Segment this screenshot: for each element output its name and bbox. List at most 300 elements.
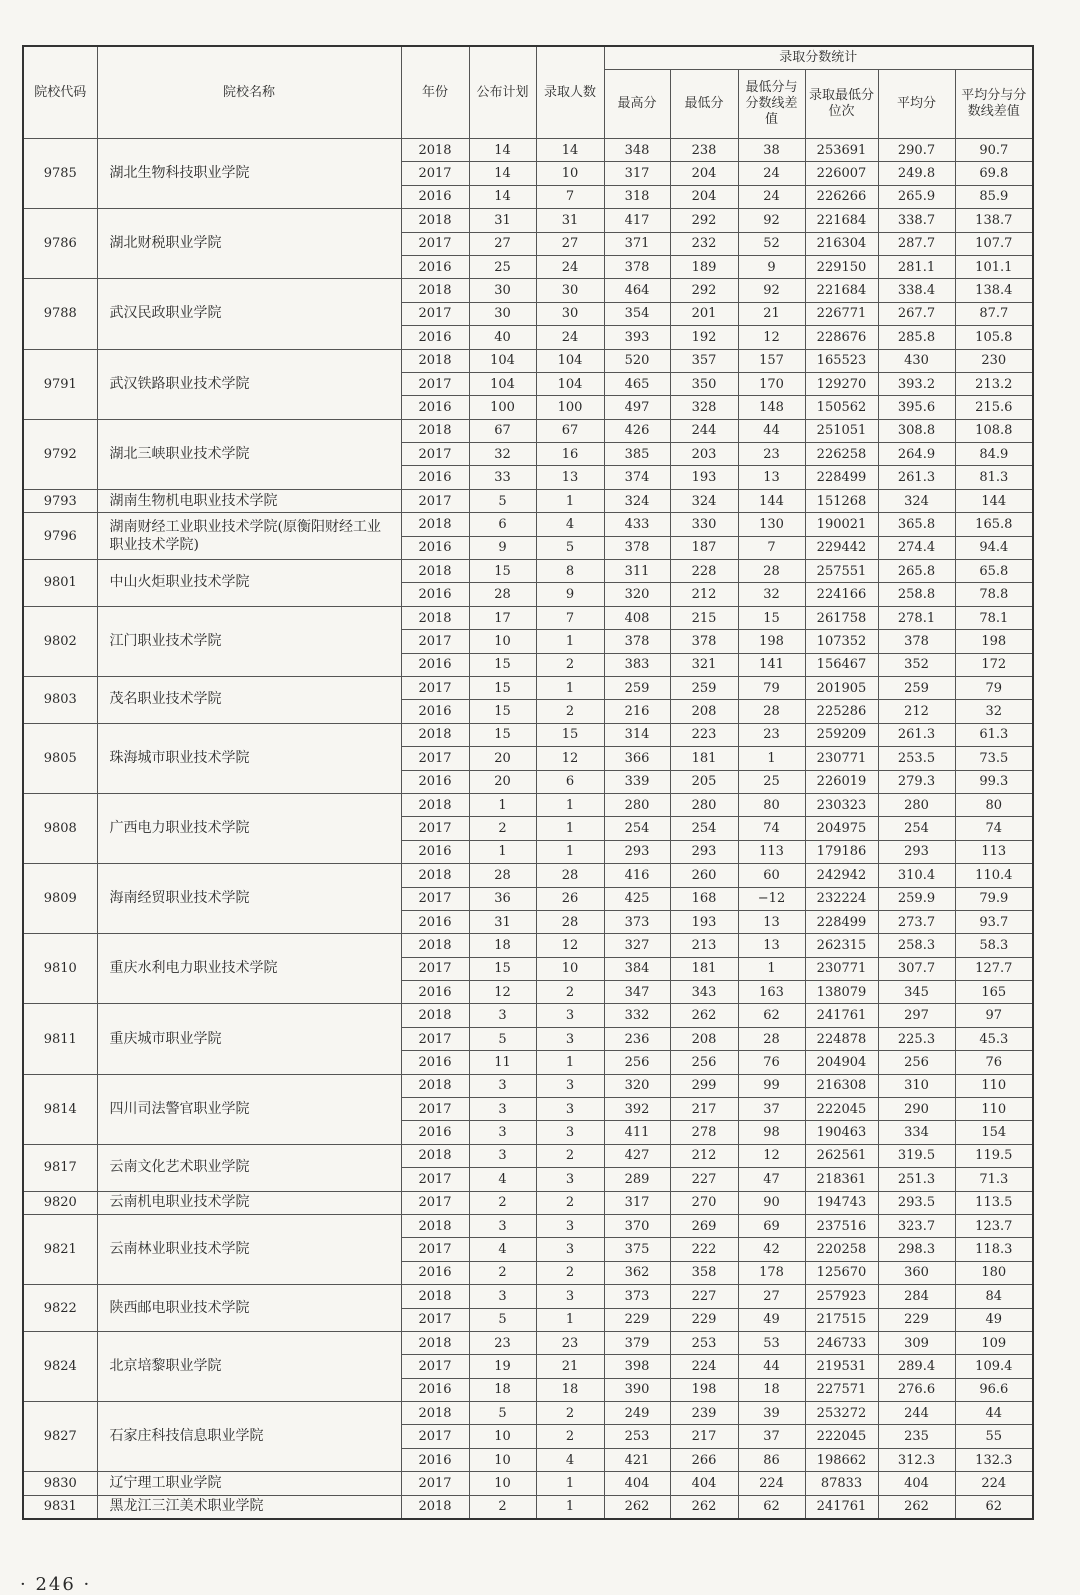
min-diff-cell: 141 [738, 653, 805, 676]
min-score-cell: 357 [670, 349, 738, 372]
min-score-cell: 203 [670, 443, 738, 466]
avg-diff-cell: 105.8 [955, 326, 1033, 349]
plan-cell: 33 [469, 466, 536, 489]
min-score-cell: 278 [670, 1121, 738, 1144]
admitted-cell: 10 [536, 162, 604, 185]
max-score-cell: 383 [604, 653, 670, 676]
max-score-cell: 416 [604, 864, 670, 887]
plan-cell: 14 [469, 162, 536, 185]
school-code: 9830 [23, 1472, 97, 1495]
max-score-cell: 362 [604, 1261, 670, 1284]
avg-diff-cell: 154 [955, 1121, 1033, 1144]
school-name: 辽宁理工职业学院 [97, 1472, 401, 1495]
max-score-cell: 465 [604, 372, 670, 395]
min-rank-cell: 229150 [805, 255, 878, 278]
avg-score-cell: 261.3 [878, 723, 955, 746]
min-rank-cell: 226258 [805, 443, 878, 466]
min-diff-cell: 15 [738, 606, 805, 629]
min-score-cell: 213 [670, 934, 738, 957]
min-rank-cell: 230323 [805, 793, 878, 816]
year-cell: 2017 [401, 630, 469, 653]
max-score-cell: 417 [604, 209, 670, 232]
min-diff-cell: 39 [738, 1402, 805, 1425]
min-diff-cell: 38 [738, 139, 805, 162]
header-plan: 公布计划 [469, 46, 536, 139]
min-rank-cell: 216304 [805, 232, 878, 255]
avg-score-cell: 393.2 [878, 372, 955, 395]
max-score-cell: 348 [604, 139, 670, 162]
avg-score-cell: 258.3 [878, 934, 955, 957]
avg-score-cell: 293.5 [878, 1191, 955, 1214]
avg-score-cell: 404 [878, 1472, 955, 1495]
year-cell: 2016 [401, 185, 469, 208]
min-score-cell: 232 [670, 232, 738, 255]
max-score-cell: 366 [604, 747, 670, 770]
table-row [23, 864, 1033, 887]
school-name: 黑龙江三江美术职业学院 [97, 1495, 401, 1519]
avg-score-cell: 338.4 [878, 279, 955, 302]
school-code: 9786 [23, 209, 97, 279]
max-score-cell: 317 [604, 162, 670, 185]
table-row [23, 279, 1033, 302]
avg-diff-cell: 138.4 [955, 279, 1033, 302]
min-rank-cell: 190021 [805, 513, 878, 536]
plan-cell: 25 [469, 255, 536, 278]
min-rank-cell: 237516 [805, 1214, 878, 1237]
year-cell: 2017 [401, 1027, 469, 1050]
avg-diff-cell: 79 [955, 676, 1033, 699]
avg-diff-cell: 55 [955, 1425, 1033, 1448]
min-rank-cell: 156467 [805, 653, 878, 676]
year-cell: 2017 [401, 162, 469, 185]
admitted-cell: 27 [536, 232, 604, 255]
min-diff-cell: 44 [738, 419, 805, 442]
school-code: 9809 [23, 864, 97, 934]
avg-diff-cell: 110.4 [955, 864, 1033, 887]
admitted-cell: 1 [536, 1051, 604, 1074]
min-diff-cell: 18 [738, 1378, 805, 1401]
avg-score-cell: 289.4 [878, 1355, 955, 1378]
min-score-cell: 205 [670, 770, 738, 793]
year-cell: 2018 [401, 1285, 469, 1308]
avg-score-cell: 345 [878, 981, 955, 1004]
avg-diff-cell: 58.3 [955, 934, 1033, 957]
min-rank-cell: 179186 [805, 840, 878, 863]
avg-diff-cell: 119.5 [955, 1144, 1033, 1167]
school-name: 云南机电职业技术学院 [97, 1191, 401, 1214]
admitted-cell: 12 [536, 747, 604, 770]
admitted-cell: 2 [536, 981, 604, 1004]
avg-score-cell: 338.7 [878, 209, 955, 232]
plan-cell: 15 [469, 560, 536, 583]
year-cell: 2018 [401, 279, 469, 302]
min-rank-cell: 216308 [805, 1074, 878, 1097]
max-score-cell: 229 [604, 1308, 670, 1331]
school-name: 江门职业技术学院 [97, 606, 401, 676]
year-cell: 2017 [401, 1191, 469, 1214]
table-row [23, 606, 1033, 629]
header-score-group: 录取分数统计 [604, 46, 1033, 70]
plan-cell: 40 [469, 326, 536, 349]
avg-score-cell: 273.7 [878, 910, 955, 933]
avg-diff-cell: 213.2 [955, 372, 1033, 395]
min-rank-cell: 230771 [805, 957, 878, 980]
admitted-cell: 14 [536, 139, 604, 162]
plan-cell: 2 [469, 817, 536, 840]
plan-cell: 11 [469, 1051, 536, 1074]
avg-diff-cell: 107.7 [955, 232, 1033, 255]
min-rank-cell: 226266 [805, 185, 878, 208]
min-diff-cell: 12 [738, 1144, 805, 1167]
plan-cell: 18 [469, 934, 536, 957]
avg-score-cell: 319.5 [878, 1144, 955, 1167]
avg-diff-cell: 96.6 [955, 1378, 1033, 1401]
plan-cell: 2 [469, 1495, 536, 1519]
min-diff-cell: 23 [738, 443, 805, 466]
min-diff-cell: 1 [738, 957, 805, 980]
min-rank-cell: 257551 [805, 560, 878, 583]
min-score-cell: 187 [670, 536, 738, 559]
plan-cell: 12 [469, 981, 536, 1004]
table-row [23, 1144, 1033, 1167]
school-name: 海南经贸职业技术学院 [97, 864, 401, 934]
min-score-cell: 189 [670, 255, 738, 278]
avg-score-cell: 323.7 [878, 1214, 955, 1237]
avg-diff-cell: 85.9 [955, 185, 1033, 208]
year-cell: 2018 [401, 934, 469, 957]
avg-diff-cell: 99.3 [955, 770, 1033, 793]
max-score-cell: 262 [604, 1495, 670, 1519]
admitted-cell: 1 [536, 793, 604, 816]
min-rank-cell: 253272 [805, 1402, 878, 1425]
header-name: 院校名称 [97, 46, 401, 139]
min-score-cell: 215 [670, 606, 738, 629]
admitted-cell: 24 [536, 255, 604, 278]
min-diff-cell: 7 [738, 536, 805, 559]
avg-score-cell: 261.3 [878, 466, 955, 489]
avg-score-cell: 262 [878, 1495, 955, 1519]
admitted-cell: 5 [536, 536, 604, 559]
year-cell: 2017 [401, 817, 469, 840]
admitted-cell: 6 [536, 770, 604, 793]
min-diff-cell: 157 [738, 349, 805, 372]
min-score-cell: 266 [670, 1448, 738, 1471]
year-cell: 2018 [401, 419, 469, 442]
min-diff-cell: 178 [738, 1261, 805, 1284]
min-rank-cell: 222045 [805, 1425, 878, 1448]
plan-cell: 1 [469, 840, 536, 863]
min-diff-cell: 62 [738, 1495, 805, 1519]
year-cell: 2017 [401, 1238, 469, 1261]
min-diff-cell: 25 [738, 770, 805, 793]
max-score-cell: 254 [604, 817, 670, 840]
school-code: 9796 [23, 513, 97, 560]
max-score-cell: 427 [604, 1144, 670, 1167]
min-diff-cell: 144 [738, 489, 805, 512]
avg-score-cell: 378 [878, 630, 955, 653]
plan-cell: 4 [469, 1238, 536, 1261]
min-diff-cell: 24 [738, 162, 805, 185]
avg-diff-cell: 81.3 [955, 466, 1033, 489]
header-admitted: 录取人数 [536, 46, 604, 139]
admitted-cell: 7 [536, 606, 604, 629]
header-min-diff: 最低分与分数线差值 [738, 70, 805, 139]
admitted-cell: 1 [536, 1308, 604, 1331]
admitted-cell: 2 [536, 700, 604, 723]
admitted-cell: 2 [536, 1261, 604, 1284]
max-score-cell: 411 [604, 1121, 670, 1144]
avg-score-cell: 307.7 [878, 957, 955, 980]
avg-diff-cell: 94.4 [955, 536, 1033, 559]
school-code: 9805 [23, 723, 97, 793]
school-name: 重庆水利电力职业技术学院 [97, 934, 401, 1004]
table-row [23, 1004, 1033, 1027]
plan-cell: 3 [469, 1004, 536, 1027]
min-diff-cell: 49 [738, 1308, 805, 1331]
max-score-cell: 320 [604, 583, 670, 606]
plan-cell: 3 [469, 1285, 536, 1308]
year-cell: 2018 [401, 1144, 469, 1167]
table-row [23, 489, 1033, 512]
school-code: 9811 [23, 1004, 97, 1074]
min-rank-cell: 229442 [805, 536, 878, 559]
admitted-cell: 15 [536, 723, 604, 746]
min-rank-cell: 257923 [805, 1285, 878, 1308]
min-diff-cell: 47 [738, 1168, 805, 1191]
plan-cell: 18 [469, 1378, 536, 1401]
min-diff-cell: 27 [738, 1285, 805, 1308]
year-cell: 2017 [401, 747, 469, 770]
plan-cell: 67 [469, 419, 536, 442]
min-rank-cell: 125670 [805, 1261, 878, 1284]
school-name: 湖南财经工业职业技术学院(原衡阳财经工业职业技术学院) [97, 513, 401, 560]
min-score-cell: 254 [670, 817, 738, 840]
min-score-cell: 204 [670, 162, 738, 185]
avg-diff-cell: 215.6 [955, 396, 1033, 419]
plan-cell: 23 [469, 1331, 536, 1354]
school-code: 9808 [23, 793, 97, 863]
admitted-cell: 3 [536, 1238, 604, 1261]
min-score-cell: 358 [670, 1261, 738, 1284]
min-diff-cell: 224 [738, 1472, 805, 1495]
avg-score-cell: 284 [878, 1285, 955, 1308]
plan-cell: 4 [469, 1168, 536, 1191]
min-diff-cell: 23 [738, 723, 805, 746]
min-rank-cell: 242942 [805, 864, 878, 887]
avg-score-cell: 267.7 [878, 302, 955, 325]
avg-score-cell: 274.4 [878, 536, 955, 559]
min-score-cell: 321 [670, 653, 738, 676]
avg-diff-cell: 110 [955, 1074, 1033, 1097]
school-code: 9810 [23, 934, 97, 1004]
table-row [23, 1191, 1033, 1214]
min-score-cell: 181 [670, 747, 738, 770]
school-name: 武汉民政职业学院 [97, 279, 401, 349]
avg-score-cell: 324 [878, 489, 955, 512]
page-number: · 246 · [20, 1574, 92, 1595]
avg-score-cell: 287.7 [878, 232, 955, 255]
avg-diff-cell: 123.7 [955, 1214, 1033, 1237]
admission-score-table [22, 45, 1034, 1520]
school-name: 重庆城市职业学院 [97, 1004, 401, 1074]
min-diff-cell: 28 [738, 560, 805, 583]
admitted-cell: 3 [536, 1121, 604, 1144]
min-score-cell: 404 [670, 1472, 738, 1495]
plan-cell: 27 [469, 232, 536, 255]
min-rank-cell: 204975 [805, 817, 878, 840]
year-cell: 2018 [401, 139, 469, 162]
min-score-cell: 270 [670, 1191, 738, 1214]
table-row [23, 1074, 1033, 1097]
min-rank-cell: 228499 [805, 466, 878, 489]
min-score-cell: 181 [670, 957, 738, 980]
table-row [23, 1331, 1033, 1354]
plan-cell: 3 [469, 1121, 536, 1144]
plan-cell: 2 [469, 1191, 536, 1214]
min-diff-cell: 92 [738, 279, 805, 302]
avg-score-cell: 253.5 [878, 747, 955, 770]
min-diff-cell: 76 [738, 1051, 805, 1074]
min-score-cell: 222 [670, 1238, 738, 1261]
plan-cell: 3 [469, 1144, 536, 1167]
avg-diff-cell: 138.7 [955, 209, 1033, 232]
max-score-cell: 373 [604, 1285, 670, 1308]
min-diff-cell: 13 [738, 466, 805, 489]
min-score-cell: 343 [670, 981, 738, 1004]
year-cell: 2017 [401, 1472, 469, 1495]
avg-score-cell: 278.1 [878, 606, 955, 629]
min-score-cell: 193 [670, 910, 738, 933]
avg-diff-cell: 118.3 [955, 1238, 1033, 1261]
avg-diff-cell: 109.4 [955, 1355, 1033, 1378]
plan-cell: 31 [469, 209, 536, 232]
admitted-cell: 2 [536, 1191, 604, 1214]
min-score-cell: 244 [670, 419, 738, 442]
min-diff-cell: 113 [738, 840, 805, 863]
min-score-cell: 269 [670, 1214, 738, 1237]
year-cell: 2016 [401, 700, 469, 723]
min-diff-cell: 163 [738, 981, 805, 1004]
table-row [23, 139, 1033, 162]
plan-cell: 15 [469, 957, 536, 980]
header-avg-diff: 平均分与分数线差值 [955, 70, 1033, 139]
min-rank-cell: 217515 [805, 1308, 878, 1331]
admitted-cell: 1 [536, 676, 604, 699]
min-score-cell: 260 [670, 864, 738, 887]
avg-score-cell: 212 [878, 700, 955, 723]
min-diff-cell: 13 [738, 910, 805, 933]
table-row [23, 349, 1033, 372]
avg-score-cell: 264.9 [878, 443, 955, 466]
school-code: 9824 [23, 1331, 97, 1401]
school-code: 9802 [23, 606, 97, 676]
avg-score-cell: 235 [878, 1425, 955, 1448]
min-score-cell: 227 [670, 1285, 738, 1308]
max-score-cell: 256 [604, 1051, 670, 1074]
plan-cell: 10 [469, 1472, 536, 1495]
max-score-cell: 375 [604, 1238, 670, 1261]
school-code: 9820 [23, 1191, 97, 1214]
year-cell: 2017 [401, 1355, 469, 1378]
min-diff-cell: 60 [738, 864, 805, 887]
max-score-cell: 317 [604, 1191, 670, 1214]
avg-diff-cell: 93.7 [955, 910, 1033, 933]
plan-cell: 1 [469, 793, 536, 816]
school-code: 9791 [23, 349, 97, 419]
admitted-cell: 23 [536, 1331, 604, 1354]
admitted-cell: 1 [536, 489, 604, 512]
avg-score-cell: 276.6 [878, 1378, 955, 1401]
avg-score-cell: 265.8 [878, 560, 955, 583]
header-max: 最高分 [604, 70, 670, 139]
year-cell: 2018 [401, 349, 469, 372]
school-code: 9827 [23, 1402, 97, 1472]
plan-cell: 10 [469, 1425, 536, 1448]
min-rank-cell: 225286 [805, 700, 878, 723]
header-avg: 平均分 [878, 70, 955, 139]
school-name: 石家庄科技信息职业学院 [97, 1402, 401, 1472]
school-code: 9803 [23, 676, 97, 723]
plan-cell: 15 [469, 653, 536, 676]
min-rank-cell: 129270 [805, 372, 878, 395]
min-rank-cell: 262561 [805, 1144, 878, 1167]
max-score-cell: 318 [604, 185, 670, 208]
plan-cell: 30 [469, 302, 536, 325]
avg-diff-cell: 78.1 [955, 606, 1033, 629]
admitted-cell: 28 [536, 864, 604, 887]
plan-cell: 28 [469, 583, 536, 606]
min-rank-cell: 226007 [805, 162, 878, 185]
min-rank-cell: 87833 [805, 1472, 878, 1495]
min-rank-cell: 220258 [805, 1238, 878, 1261]
min-diff-cell: 198 [738, 630, 805, 653]
min-diff-cell: 42 [738, 1238, 805, 1261]
avg-score-cell: 251.3 [878, 1168, 955, 1191]
min-rank-cell: 251051 [805, 419, 878, 442]
admitted-cell: 21 [536, 1355, 604, 1378]
max-score-cell: 249 [604, 1402, 670, 1425]
plan-cell: 31 [469, 910, 536, 933]
min-rank-cell: 204904 [805, 1051, 878, 1074]
admitted-cell: 31 [536, 209, 604, 232]
table-row [23, 1214, 1033, 1237]
year-cell: 2017 [401, 302, 469, 325]
max-score-cell: 280 [604, 793, 670, 816]
school-name: 云南林业职业技术学院 [97, 1214, 401, 1284]
max-score-cell: 393 [604, 326, 670, 349]
table-body [23, 139, 1033, 1520]
plan-cell: 3 [469, 1098, 536, 1121]
avg-diff-cell: 84 [955, 1285, 1033, 1308]
max-score-cell: 378 [604, 536, 670, 559]
school-name: 中山火炬职业技术学院 [97, 560, 401, 607]
max-score-cell: 408 [604, 606, 670, 629]
max-score-cell: 347 [604, 981, 670, 1004]
avg-score-cell: 310 [878, 1074, 955, 1097]
plan-cell: 10 [469, 630, 536, 653]
min-score-cell: 192 [670, 326, 738, 349]
table-row [23, 934, 1033, 957]
avg-diff-cell: 62 [955, 1495, 1033, 1519]
min-diff-cell: 28 [738, 1027, 805, 1050]
min-rank-cell: 228499 [805, 910, 878, 933]
min-diff-cell: 13 [738, 934, 805, 957]
table-row [23, 209, 1033, 232]
min-rank-cell: 165523 [805, 349, 878, 372]
admitted-cell: 30 [536, 279, 604, 302]
max-score-cell: 332 [604, 1004, 670, 1027]
min-rank-cell: 138079 [805, 981, 878, 1004]
